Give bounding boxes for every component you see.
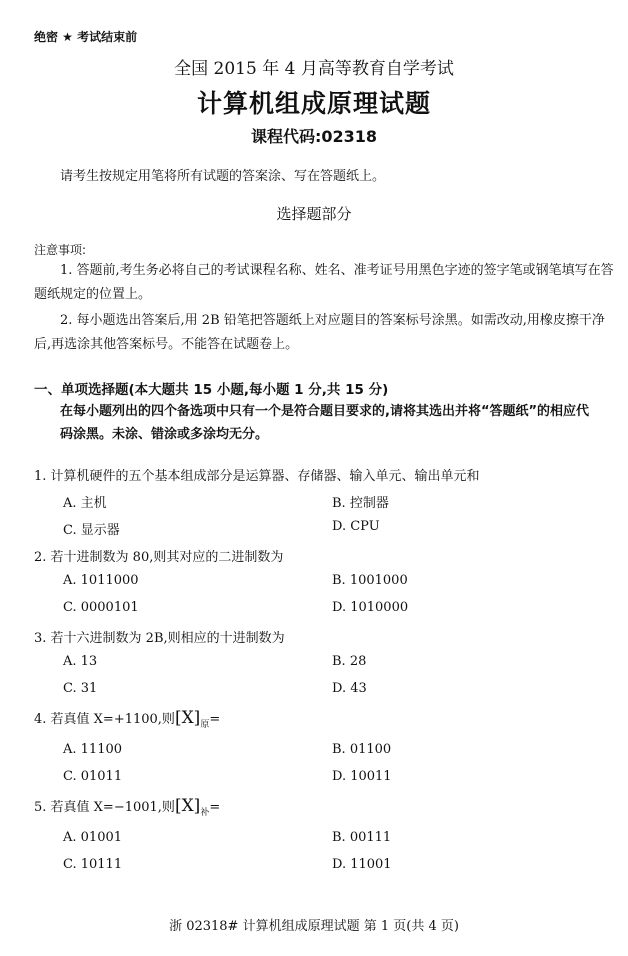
option-d: D. CPU [332,519,380,534]
question-stem: 2. 若十进制数为 80,则其对应的二进制数为 [34,550,284,565]
notes-title: 注意事项: [34,243,87,257]
question-stem-text: 5. 若真值 X=−1001,则 [34,800,175,815]
option-c: C. 0000101 [63,600,139,615]
option-d: D. 43 [332,681,367,696]
question-stem: 3. 若十六进制数为 2B,则相应的十进制数为 [34,631,285,646]
formula-bracket: [X] [174,796,201,816]
option-c: C. 01011 [63,769,123,784]
formula-bracket: [X] [174,708,201,728]
option-d: D. 11001 [332,857,392,872]
note-item: 1. 答题前,考生务必将自己的考试课程名称、姓名、准考证号用黑色字迹的签字笔或钢笔填写在答题纸规定的位置上。 [34,263,614,302]
formula-subscript: 补 [200,808,210,818]
option-d: D. 1010000 [332,600,409,615]
option-b: B. 00111 [332,830,392,845]
option-b: B. 28 [332,654,367,669]
question-stem [34,796,220,818]
part-instruction: 在每小题列出的四个备选项中只有一个是符合题目要求的,请将其选出并将“答题纸”的相应代码涂黑。未涂、错涂或多涂均无分。 [60,404,590,442]
option-d: D. 10011 [332,769,392,784]
option-a: A. 1011000 [63,573,139,588]
option-b: B. 01100 [332,742,392,757]
option-a: A. 01001 [63,830,123,845]
page-footer: 浙 02318# 计算机组成原理试题 第 1 页(共 4 页) [169,919,459,934]
option-a: A. 11100 [63,742,123,757]
question-stem-text: 4. 若真值 X=+1100,则 [34,712,175,727]
option-b: B. 1001000 [332,573,408,588]
option-c: C. 31 [63,681,98,696]
formula-subscript: 原 [200,720,210,730]
course-code: 课程代码:02318 [250,127,378,146]
intro-instruction: 请考生按规定用笔将所有试题的答案涂、写在答题纸上。 [60,169,386,184]
part-heading: 一、单项选择题(本大题共 15 小题,每小题 1 分,共 15 分) [34,382,389,398]
page-title: 计算机组成原理试题 [196,89,431,118]
exam-session-line: 全国 2015 年 4 月高等教育自学考试 [174,59,454,79]
question-stem [34,708,220,730]
option-a: A. 主机 [63,496,107,511]
question-stem: 1. 计算机硬件的五个基本组成部分是运算器、存储器、输入单元、输出单元和 [34,469,480,484]
note-item: 2. 每小题选出答案后,用 2B 铅笔把答题纸上对应题目的答案标号涂黑。如需改动,用橡皮擦干净后,再选涂其他答案标号。不能答在试题卷上。 [34,313,605,352]
formula-equals: = [209,712,221,727]
confidential-label: 绝密 ★ 考试结束前 [34,30,138,44]
option-c: C. 10111 [63,857,123,872]
option-b: B. 控制器 [332,496,389,511]
option-c: C. 显示器 [63,523,120,538]
option-a: A. 13 [63,654,98,669]
formula-equals: = [209,800,221,815]
section-heading: 选择题部分 [276,205,352,223]
